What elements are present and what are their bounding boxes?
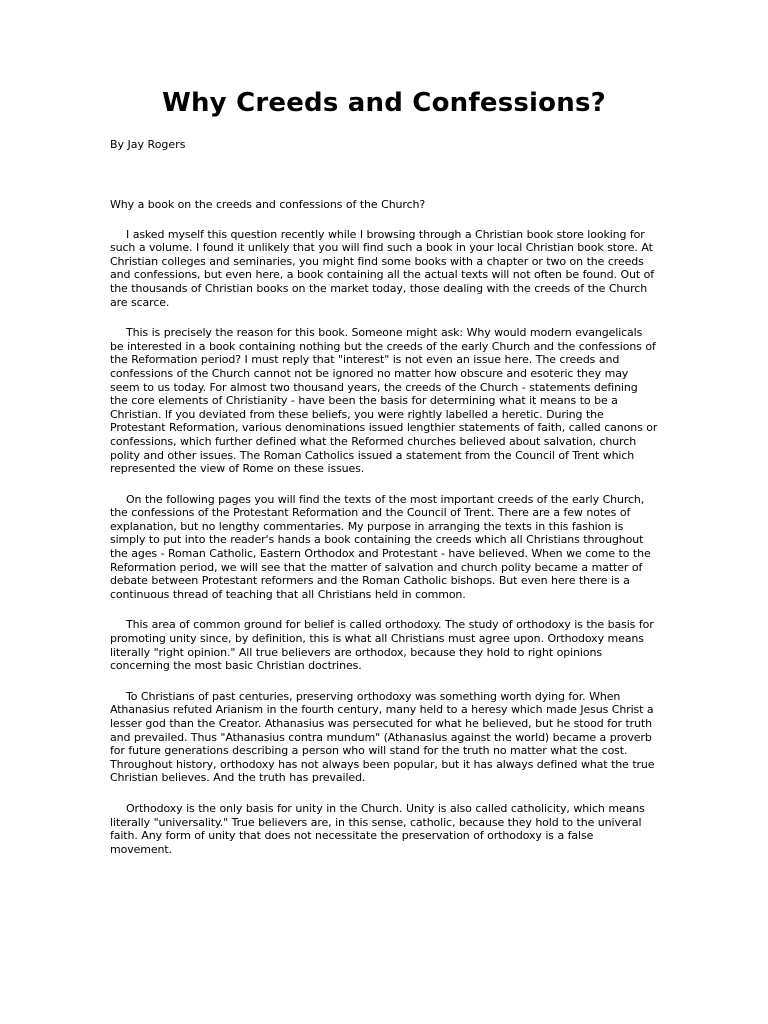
paragraph-5: To Christians of past centuries, preserving orthodoxy was something worth dying for. When Athanasius refuted Arianism in the fourth century, many held to a heresy which made Jesus Christ a lesser god than the Creator. Athanasius was persecuted for what he believed, but he stood for truth and prevailed. Thus "Athanasius contra mundum" (Athanasius against the world) became a proverb for future generations describing a person who will stand for the truth no matter what the cost. Throughout history, orthodoxy has not always been popular, but it has always defined what the true Christian believes. And the truth has prevailed. — [110, 689, 655, 785]
document-body — [110, 198, 658, 873]
document-title: Why Creeds and Confessions? — [162, 88, 606, 118]
paragraph-1: I asked myself this question recently while I browsing through a Christian book store looking for such a volume. I found it unlikely that you will find such a book in your local Christian book store. At Christian colleges and seminaries, you might find some books with a chapter or two on the creeds and confessions, but even here, a book containing all the actual texts will not often be found. Out of the thousands of Christian books on the market today, those dealing with the creeds of the Church are scarce. — [110, 227, 654, 309]
author-byline: By Jay Rogers — [110, 138, 186, 151]
paragraph-6: Orthodoxy is the only basis for unity in the Church. Unity is also called catholicity, which means literally "universality." True believers are, in this sense, catholic, because they hold to the univeral faith. Any form of unity that does not necessitate the preservation of orthodoxy is a false movement. — [110, 801, 645, 856]
paragraph-4: This area of common ground for belief is called orthodoxy. The study of orthodoxy is the basis for promoting unity since, by definition, this is what all Christians must agree upon. Orthodoxy means literally "right opinion." All true believers are orthodox, because they hold to right opinions concerning the most basic Christian doctrines. — [110, 618, 654, 673]
opening-question: Why a book on the creeds and confessions of the Church? — [110, 198, 426, 211]
paragraph-2: This is precisely the reason for this book. Someone might ask: Why would modern evangelicals be interested in a book containing nothing but the creeds of the early Church and the confessions of the Reformation period? I must reply that "interest" is not even an issue here. The creeds and confessions of the Church cannot not be ignored no matter how obscure and esoteric they may seem to us today. For almost two thousand years, the creeds of the Church - statements defining the core elements of Christianity - have been the basis for determining what it means to be a Christian. If you deviated from these beliefs, you were rightly labelled a heretic. During the Protestant Reformation, various denominations issued lengthier statements of faith, called canons or confessions, which further defined what the Reformed churches believed about salvation, church polity and other issues. The Roman Catholics issued a statement from the Council of Trent which represented the view of Rome on these issues. — [110, 326, 658, 476]
paragraph-3: On the following pages you will find the texts of the most important creeds of the early Church, the confessions of the Protestant Reformation and the Council of Trent. There are a few notes of explanation, but no lengthy commentaries. My purpose in arranging the texts in this fashion is simply to put into the reader's hands a book containing the creeds which all Christians throughout the ages - Roman Catholic, Eastern Orthodox and Protestant - have believed. When we come to the Reformation period, we will see that the matter of salvation and church polity became a matter of debate between Protestant reformers and the Roman Catholic bishops. But even here there is a continuous thread of teaching that all Christians held in common. — [110, 492, 651, 601]
